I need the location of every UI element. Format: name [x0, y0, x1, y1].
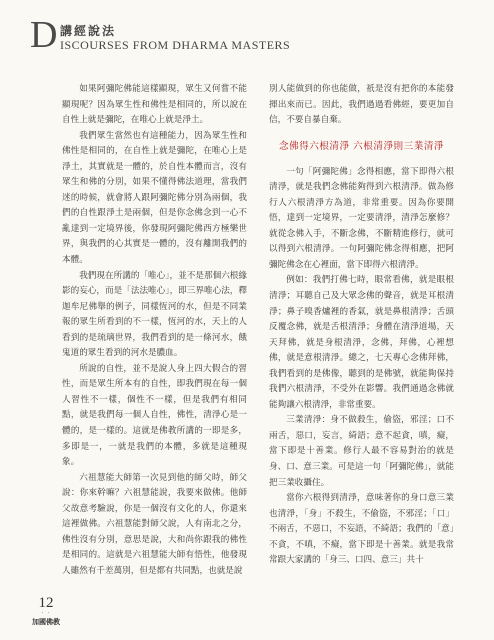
section-heading: 念佛得六根清淨 六根清淨則三業清淨	[278, 140, 445, 152]
paragraph: 所說的自性，並不是說人身上四大假合的習性，而是眾生所本有的自性，即我們現在每一個人習性不一樣，個性不一樣，但是我們有相同點，就是我們每一個人自性，佛性，清淨心是一體的，是一樣的。這就是佛教所講的一即是多，多即是一，一就是我們的本體，多就是這種現象。	[62, 363, 247, 468]
header-initial-letter: D	[30, 14, 58, 56]
paragraph: 六祖慧能大師第一次見到他的師父時，師父說：你來幹嘛？六祖慧能說，我要來做佛。他師父故意考驗說，你是一個沒有文化的人，你還來這裡做佛。六祖慧能對師父說，人有南北之分，佛性沒有分別，意思是說，大和尚你跟我的佛性是相同的。這就是六祖慧能大師有悟性，他發現人雖然有千差萬別，但是都有共同點，也就是說	[62, 472, 247, 576]
magazine-name: 加國佛教	[32, 617, 60, 626]
paragraph: 我們眾生當然也有這種能力，因為眾生性和佛性是相同的，在自性上就是彌陀，在唯心上是淨土，其實就是一體的，於自性本體而言，沒有眾生和佛的分別，如果不懂得佛法道理，當我們迷的時候，就會將人跟阿彌陀佛分別為兩個，我們的自性跟淨土是兩個，但是你念佛念到一心不亂達到一定境界後，你發現阿彌陀佛西方極樂世界，與我們的心其實是一體的，沒有離開我們的本體。	[62, 130, 247, 266]
continued-paragraph: 別人能做到的你也能做，祇是沒有把你的本能發揮出來而已。因此，我們過過看佛經，要更加自信，不要自暴自棄。	[269, 84, 454, 126]
section-header	[30, 16, 470, 58]
paragraph: 我們現在所講的「唯心」，並不是那個六根緣影的妄心，而是「法法唯心」，即三界唯心法，釋迦牟尼佛舉的例子，同樣恆河的水，但是不同業報的眾生所看到的不一樣，恆河的水，天上的人看到的是琉璃世界，我們看到的是一條河水，餓鬼道的眾生看到的河水是膿血。	[62, 270, 247, 359]
header-english-title: ISCOURSES FROM DHARMA MASTERS	[60, 38, 291, 52]
paragraph: 如果阿彌陀佛能這樣顯現，眾生又何嘗不能顯現呢？因為眾生性和佛性是相同的，所以說在自性上就是彌陀，在唯心上就是淨土。	[62, 84, 247, 126]
paragraph: 例如：我們打佛七時，眼常看佛，就是眼根清淨；耳聽自己及大眾念佛的聲音，就是耳根清淨；鼻子嗅香爐裡的香氣，就是鼻根清淨；舌頭反覆念佛，就是舌根清淨；身體在清淨道場，天天拜佛，就是身根清淨，念佛，拜佛，心裡想佛，就是意根清淨。總之，七天專心念佛拜佛，我們看到的是佛像，聽到的是佛號，就能夠保持我們六根清淨，不受外在影響。我們通過念佛就能夠讓六根清淨，非常重要。	[269, 275, 454, 410]
paragraph: 一句「阿彌陀佛」念得相應，當下即得六根清淨，就是我們念佛能夠得到六根清淨。做為修行人六根清淨方為道，非常重要。因為你要開悟，達到一定境界，一定要清淨，清淨怎麼修？就從念佛入手，不斷念佛，不斷精進修行，就可以得到六根清淨。一句阿彌陀佛念得相應，把阿彌陀佛念在心裡面，當下即得六根清淨。	[269, 166, 454, 270]
page-footer	[26, 596, 66, 627]
paragraph: 當你六根得到清淨，意味著你的身口意三業也清淨，「身」不殺生，不偷盜，不邪淫；「口」不兩舌，不惡口，不妄語，不綺語；我們的「意」不貪，不嗔，不癡，當下即是十善業。就是我常常跟大家講的「身三、口四、意三」共十	[269, 493, 454, 566]
paragraph: 三業清淨：身不做殺生，偷盜，邪淫；口不兩舌，惡口，妄言，綺語；意不起貪，嗔，癡，當下即是十善業。修行人最不容易對治的就是身、口、意三業。可是這一句「阿彌陀佛」，就能把三業收攝住。	[269, 415, 454, 488]
right-column	[269, 82, 454, 569]
footer-ornament: · ·	[41, 610, 51, 617]
left-column	[62, 82, 247, 580]
header-chinese-title: 講經說法	[60, 24, 117, 38]
page-number: 12	[38, 595, 54, 611]
